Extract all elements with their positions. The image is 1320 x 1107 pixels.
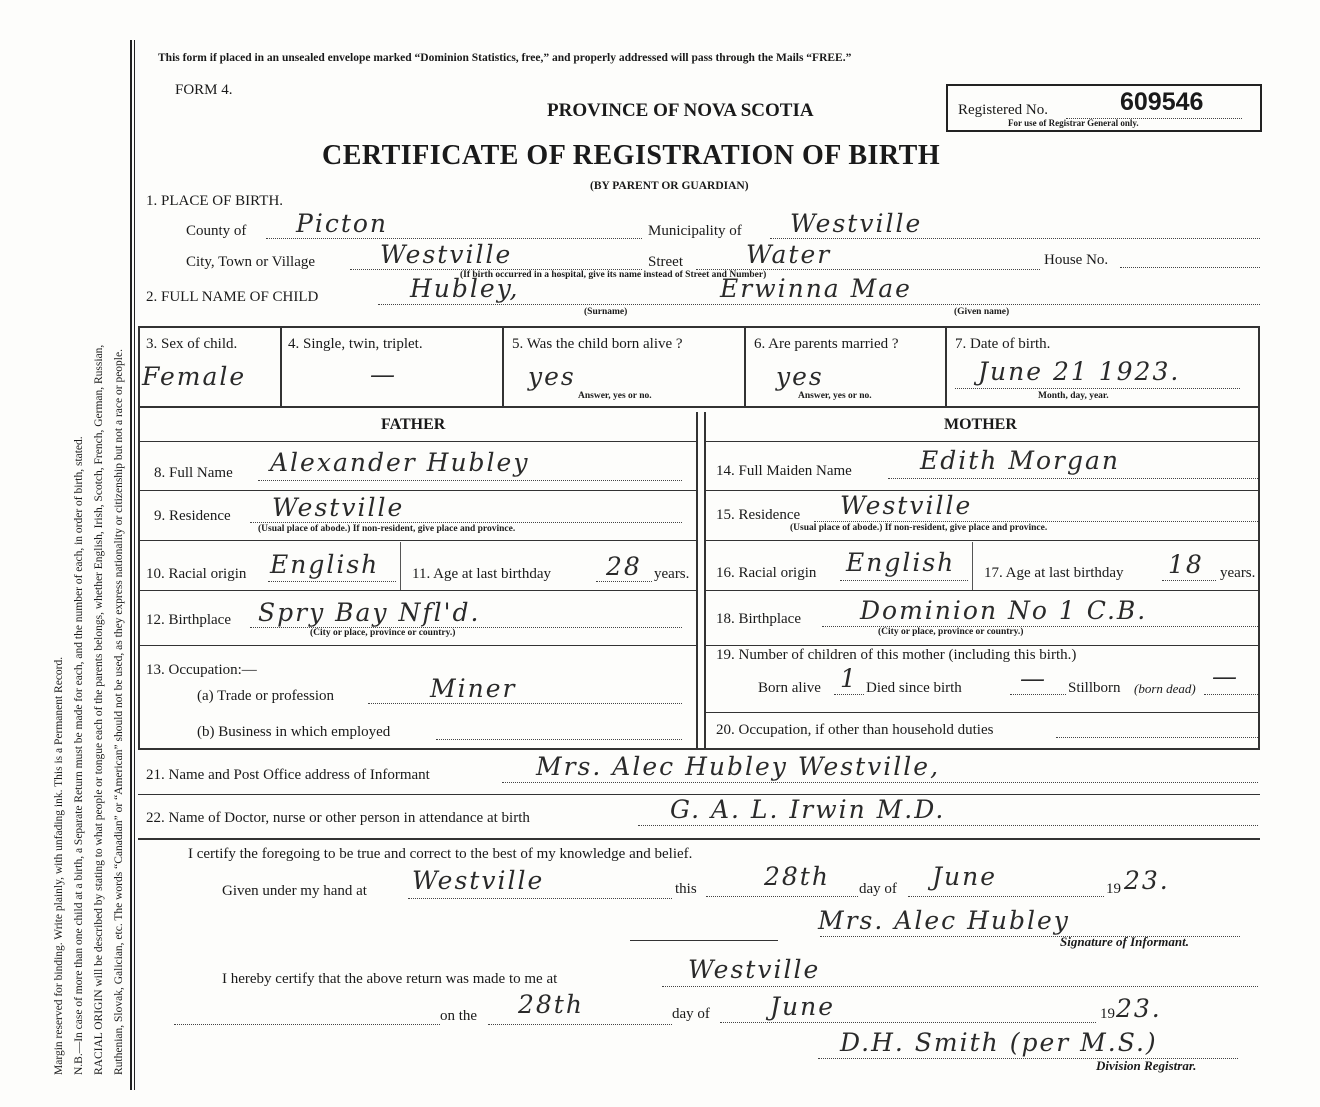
father-business-label: (b) Business in which employed	[197, 724, 391, 740]
date-of-birth-label: 7. Date of birth.	[955, 336, 1051, 352]
father-occupation-label: 13. Occupation:—	[146, 662, 257, 678]
this-label: this	[675, 881, 697, 897]
parents-married-value: yes	[776, 362, 824, 391]
mother-occupation-label: 20. Occupation, if other than household duties	[716, 722, 994, 738]
parents-married-label: 6. Are parents married ?	[754, 336, 899, 352]
registrar-caption: Division Registrar.	[1096, 1058, 1197, 1073]
father-name-value: Alexander Hubley	[270, 448, 530, 477]
died-since-birth-label: Died since birth	[866, 680, 962, 696]
father-years-label: years.	[654, 566, 690, 582]
mother-racial-value: English	[846, 548, 956, 577]
given-year-value: 23.	[1124, 866, 1170, 895]
county-value: Picton	[296, 209, 389, 238]
certification-top-rule	[138, 838, 1260, 840]
mother-heading: MOTHER	[944, 416, 1017, 433]
mother-residence-label: 15. Residence	[716, 507, 801, 523]
father-trade-value: Miner	[430, 674, 517, 703]
house-no-label: House No.	[1044, 252, 1109, 268]
father-birthplace-value: Spry Bay Nfl'd.	[258, 598, 481, 627]
doctor-label: 22. Name of Doctor, nurse or other person in attendance at birth	[146, 810, 530, 826]
place-of-birth-label: 1. PLACE OF BIRTH.	[146, 193, 284, 209]
hospital-note: (If birth occurred in a hospital, give its name instead of Street and Number)	[460, 270, 767, 280]
father-heading: FATHER	[381, 416, 446, 433]
plurality-label: 4. Single, twin, triplet.	[288, 336, 423, 352]
mail-notice: This form if placed in an unsealed envelope marked “Dominion Statistics, free,” and properly addressed will pass through the Mails “FREE.”	[158, 52, 852, 64]
mother-age-value: 18	[1168, 550, 1204, 579]
father-age-value: 28	[606, 552, 642, 581]
father-abode-note: (Usual place of abode.) If non-resident, give place and province.	[258, 524, 516, 534]
certify-statement: I certify the foregoing to be true and correct to the best of my knowledge and belief.	[188, 846, 693, 862]
on-the-label: on the	[440, 1008, 478, 1024]
side-note-3: RACIAL ORIGIN will be described by stating to what people or tongue each of the parents belongs, whether English, Irish, Scotch, French, German, Russian,	[93, 344, 105, 1075]
informant-value: Mrs. Alec Hubley Westville,	[536, 752, 941, 781]
father-trade-label: (a) Trade or profession	[197, 688, 335, 704]
informant-signature-caption: Signature of Informant.	[1060, 934, 1189, 949]
doctor-value: G. A. L. Irwin M.D.	[670, 795, 946, 824]
mother-birthplace-value: Dominion No 1 C.B.	[860, 596, 1148, 625]
registrar-month-value: June	[770, 992, 836, 1021]
informant-signature: Mrs. Alec Hubley	[818, 906, 1070, 935]
died-since-birth-count: —	[1020, 664, 1047, 693]
given-month-value: June	[932, 862, 998, 891]
registrar-statement: I hereby certify that the above return was made to me at	[222, 971, 558, 987]
certificate-title: CERTIFICATE OF REGISTRATION OF BIRTH	[322, 140, 941, 171]
born-alive-count: 1	[840, 664, 858, 693]
margin-rule	[130, 40, 132, 1090]
informant-top-rule	[138, 748, 1260, 750]
stillborn-label: Stillborn	[1068, 680, 1121, 696]
given-name-caption: (Given name)	[954, 307, 1010, 317]
mother-racial-label: 16. Racial origin	[716, 565, 817, 581]
mother-age-label: 17. Age at last birthday	[984, 565, 1124, 581]
registrar-day-value: 28th	[518, 990, 584, 1019]
province-heading: PROVINCE OF NOVA SCOTIA	[547, 100, 814, 121]
street-value: Water	[746, 240, 832, 269]
sex-label: 3. Sex of child.	[146, 336, 238, 352]
informant-label: 21. Name and Post Office address of Informant	[146, 767, 430, 783]
sex-value: Female	[142, 362, 247, 391]
child-surname: Hubley,	[410, 274, 520, 303]
father-name-label: 8. Full Name	[154, 465, 233, 481]
registrar-use-note: For use of Registrar General only.	[1008, 118, 1139, 128]
mother-name-value: Edith Morgan	[920, 446, 1120, 475]
form-number: FORM 4.	[175, 82, 233, 98]
given-place-value: Westville	[412, 866, 545, 895]
date-of-birth-caption: Month, day, year.	[1038, 391, 1109, 401]
child-name-label: 2. FULL NAME OF CHILD	[146, 289, 319, 305]
parents-divider	[696, 412, 698, 748]
father-birthplace-note: (City or place, province or country.)	[310, 628, 456, 638]
given-year-prefix: 19	[1106, 881, 1121, 897]
born-alive-label: 5. Was the child born alive ?	[512, 336, 683, 352]
mother-birthplace-label: 18. Birthplace	[716, 611, 801, 627]
registrar-place-value: Westville	[688, 955, 821, 984]
registered-label: Registered No.	[958, 102, 1048, 118]
side-note-4: Ruthenian, Slovak, Galician, etc. The words “Canadian” or “American” should not be used, as they express nationality or citizenship but not a race or people.	[113, 349, 125, 1075]
born-alive-value: yes	[528, 362, 576, 391]
registered-box	[946, 84, 1262, 132]
municipality-label: Municipality of	[648, 223, 742, 239]
city-label: City, Town or Village	[186, 254, 316, 270]
mother-abode-note: (Usual place of abode.) If non-resident, give place and province.	[790, 523, 1048, 533]
registrar-year-value: 23.	[1116, 994, 1162, 1023]
father-age-label: 11. Age at last birthday	[412, 566, 551, 582]
mother-years-label: years.	[1220, 565, 1256, 581]
given-day-of-label: day of	[859, 881, 897, 897]
registered-number: 609546	[1120, 88, 1204, 116]
row3-bottom-rule	[138, 406, 1260, 408]
plurality-value: —	[370, 360, 397, 389]
stillborn-count: —	[1212, 662, 1239, 691]
father-residence-label: 9. Residence	[154, 508, 231, 524]
father-racial-value: English	[270, 550, 380, 579]
row3-top-rule	[138, 326, 1260, 328]
date-of-birth-value: June 21 1923.	[978, 357, 1181, 386]
mother-children-label: 19. Number of children of this mother (including this birth.)	[716, 647, 1077, 663]
city-value: Westville	[380, 240, 513, 269]
mother-residence-value: Westville	[840, 491, 973, 520]
side-note-2: N.B.—In case of more than one child at a birth, a Separate Return must be made for each, and the number of each, in order of birth, stated.	[73, 436, 85, 1075]
parents-married-caption: Answer, yes or no.	[798, 391, 872, 401]
given-day-value: 28th	[764, 862, 830, 891]
mother-name-label: 14. Full Maiden Name	[716, 463, 852, 479]
child-given-name: Erwinna Mae	[720, 274, 912, 303]
street-label: Street	[648, 254, 683, 270]
municipality-value: Westville	[790, 209, 923, 238]
father-birthplace-label: 12. Birthplace	[146, 612, 231, 628]
born-alive-count-label: Born alive	[758, 680, 821, 696]
father-racial-label: 10. Racial origin	[146, 566, 247, 582]
certificate-subtitle: (BY PARENT OR GUARDIAN)	[590, 180, 749, 192]
surname-caption: (Surname)	[584, 307, 628, 317]
stillborn-note: (born dead)	[1134, 681, 1196, 696]
born-alive-caption: Answer, yes or no.	[578, 391, 652, 401]
registrar-signature: D.H. Smith (per M.S.)	[840, 1028, 1158, 1057]
registrar-year-prefix: 19	[1100, 1006, 1115, 1022]
given-under-label: Given under my hand at	[222, 883, 367, 899]
registrar-day-of-label: day of	[672, 1006, 710, 1022]
county-label: County of	[186, 223, 247, 239]
mother-birthplace-note: (City or place, province or country.)	[878, 627, 1024, 637]
margin-rule-inner	[134, 40, 135, 1090]
side-note-1: Margin reserved for binding. Write plainly, with unfading ink. This is a Permanent Record.	[53, 656, 65, 1075]
father-residence-value: Westville	[272, 493, 405, 522]
